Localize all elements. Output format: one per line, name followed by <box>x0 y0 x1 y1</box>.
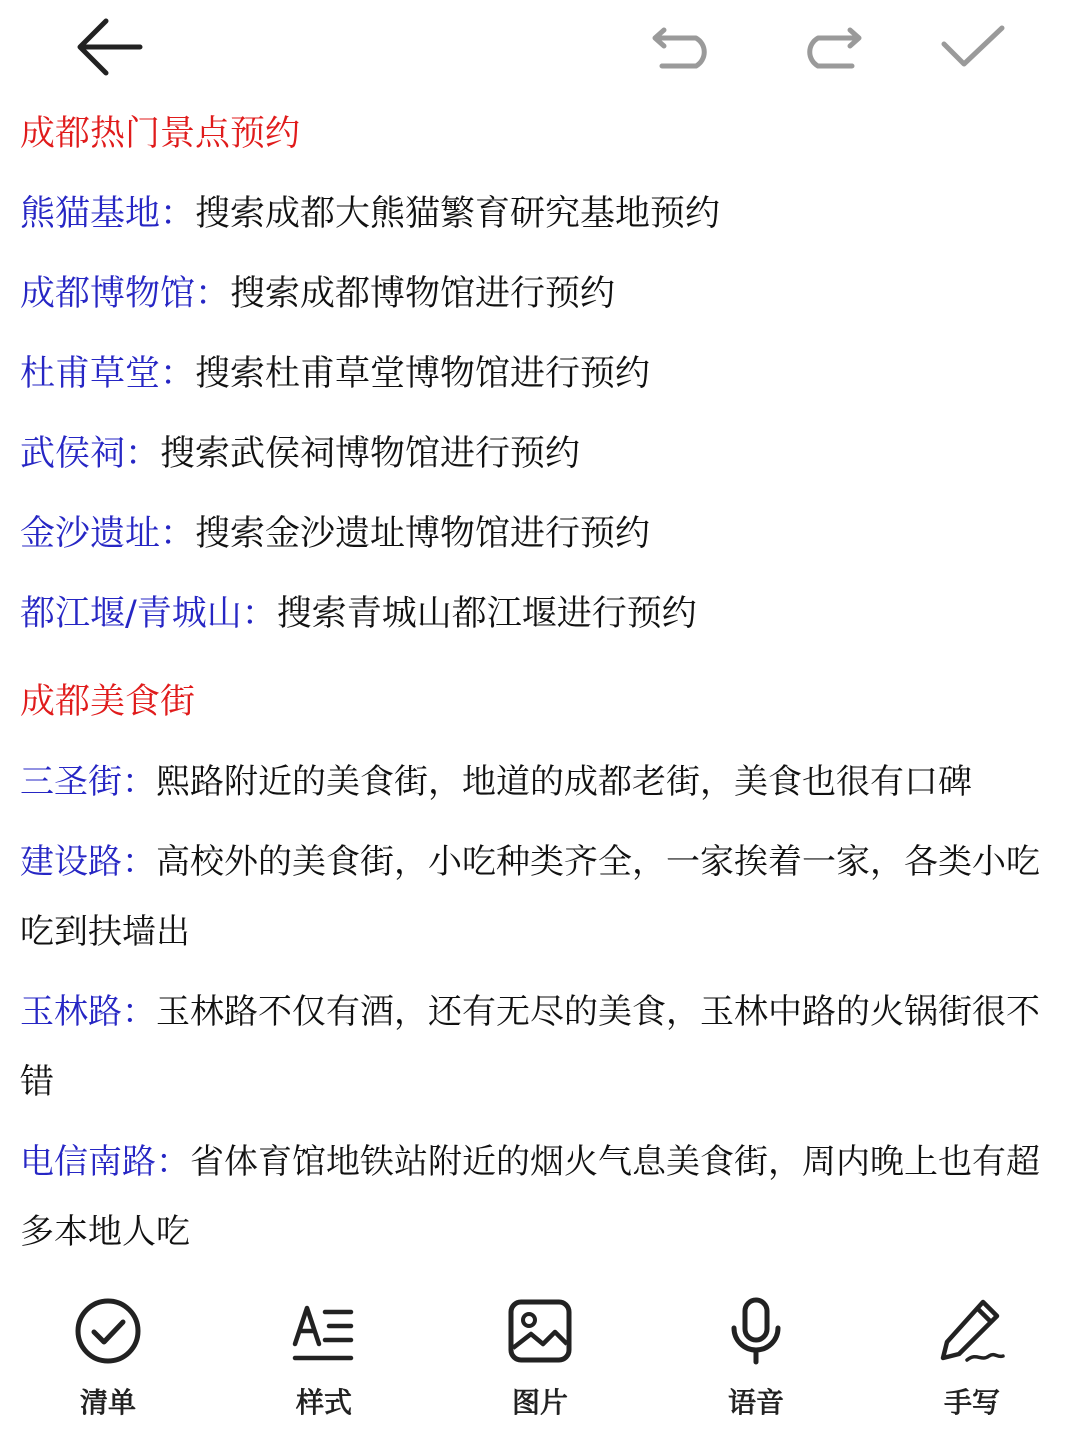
style-button[interactable] <box>254 1290 394 1430</box>
done-button[interactable] <box>938 22 1008 72</box>
arrow-left-icon <box>70 14 146 80</box>
image-icon <box>505 1296 575 1366</box>
note-body[interactable] <box>20 108 1060 1272</box>
redo-button[interactable] <box>794 22 864 72</box>
back-button[interactable] <box>70 14 146 80</box>
voice-button[interactable] <box>686 1290 826 1430</box>
image-label: 图片 <box>511 1386 568 1419</box>
list-item: 电信南路：省体育馆地铁站附近的烟火气息美食街，周内晚上也有超多本地人吃 <box>20 1142 1040 1252</box>
handwriting-label: 手写 <box>943 1386 1000 1419</box>
handwriting-button[interactable] <box>902 1290 1042 1430</box>
style-label: 样式 <box>295 1386 352 1419</box>
undo-icon <box>650 22 720 72</box>
section-title-food-streets: 成都美食街 <box>20 682 196 722</box>
list-item: 金沙遗址：搜索金沙遗址博物馆进行预约 <box>20 514 651 554</box>
list-item: 成都博物馆：搜索成都博物馆进行预约 <box>20 274 616 314</box>
list-item: 熊猫基地：搜索成都大熊猫繁育研究基地预约 <box>20 194 721 234</box>
list-item: 三圣街：熙路附近的美食街，地道的成都老街，美食也很有口碑 <box>20 762 972 802</box>
text-style-icon <box>289 1296 359 1366</box>
checklist-button[interactable] <box>38 1290 178 1430</box>
list-item: 杜甫草堂：搜索杜甫草堂博物馆进行预约 <box>20 354 651 394</box>
microphone-icon <box>721 1296 791 1366</box>
list-item: 武侯祠：搜索武侯祠博物馆进行预约 <box>20 434 581 474</box>
checklist-icon <box>73 1296 143 1366</box>
checkmark-icon <box>938 22 1008 72</box>
voice-label: 语音 <box>727 1386 784 1419</box>
list-item: 都江堰/青城山：搜索青城山都江堰进行预约 <box>20 594 697 634</box>
redo-icon <box>794 22 864 72</box>
section-title-attractions: 成都热门景点预约 <box>20 114 301 154</box>
undo-button[interactable] <box>650 22 720 72</box>
bottom-toolbar <box>0 1290 1080 1440</box>
pen-icon <box>937 1296 1007 1366</box>
checklist-label: 清单 <box>79 1386 136 1419</box>
list-item: 建设路：高校外的美食街，小吃种类齐全，一家挨着一家，各类小吃吃到扶墙出 <box>20 842 1040 952</box>
image-button[interactable] <box>470 1290 610 1430</box>
top-toolbar <box>0 0 1080 95</box>
list-item: 玉林路：玉林路不仅有酒，还有无尽的美食，玉林中路的火锅街很不错 <box>20 992 1040 1102</box>
